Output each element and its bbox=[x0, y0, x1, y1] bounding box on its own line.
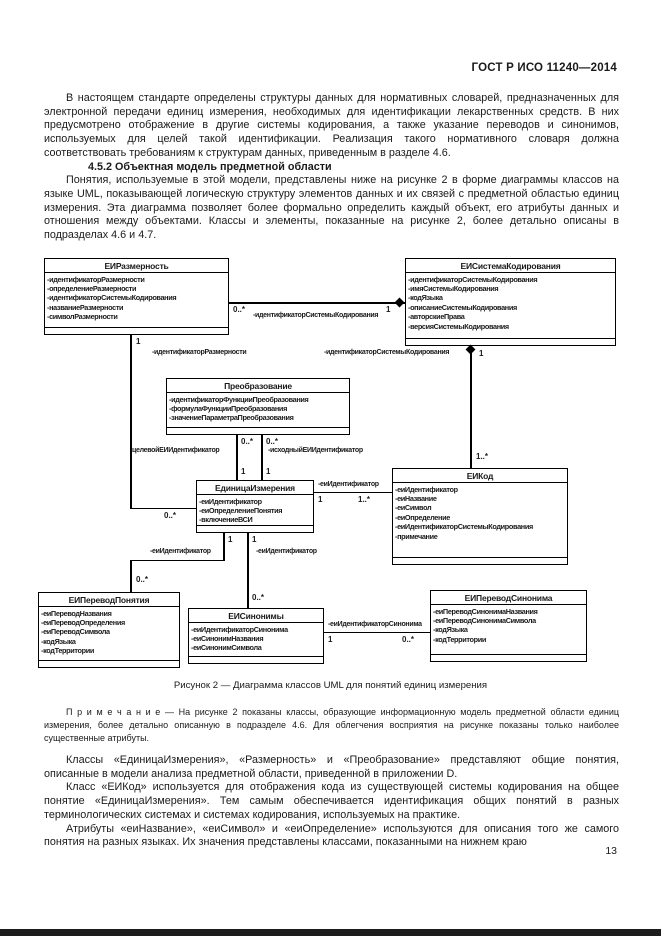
uml-attribute: -кодЯзыка bbox=[408, 293, 443, 303]
uml-attribute: -еиИдентификаторСистемыКодирования bbox=[395, 522, 533, 532]
uml-attribute: -значениеПараметраПреобразования bbox=[169, 413, 294, 423]
uml-operations-empty bbox=[197, 526, 313, 532]
uml-class-ei-sistema-kodirovaniya bbox=[405, 258, 616, 346]
uml-attribute: -версияСистемыКодирования bbox=[408, 321, 509, 331]
connector-line bbox=[130, 508, 196, 510]
uml-attribute: -еиИдентификатор bbox=[199, 496, 262, 506]
page-number: 13 bbox=[605, 845, 617, 857]
multiplicity: 0..* bbox=[241, 437, 254, 446]
uml-attribute: -еиИдентификатор bbox=[395, 484, 458, 494]
connector-label: -еиИдентификаторСинонима bbox=[328, 621, 422, 628]
connector-label: -еиИдентификатор bbox=[150, 548, 211, 555]
note-paragraph: П р и м е ч а н и е — На рисунке 2 показаны классы, образующие информационную модель предметной области единиц измерения, более детально описанную в подразделе 4.6. Для облегчения восприятия на рисунке показаны только наиболее существенные атрибуты. bbox=[44, 707, 619, 743]
connector-label: -исходныйЕИИдентификатор bbox=[268, 447, 363, 454]
uml-attribute: -описаниеСистемыКодирования bbox=[408, 302, 517, 312]
multiplicity: 1..* bbox=[476, 452, 489, 461]
connector-label: -еиИдентификатор bbox=[318, 481, 379, 488]
uml-attributes bbox=[39, 607, 179, 661]
uml-class-ei-sinonimy bbox=[188, 608, 324, 664]
uml-attributes bbox=[431, 605, 586, 655]
connector-label: -целевойЕИИдентификатор bbox=[130, 447, 220, 454]
connector-line bbox=[130, 560, 132, 592]
after-figure-text-block bbox=[44, 706, 619, 850]
connector-line bbox=[130, 560, 224, 562]
multiplicity: 1 bbox=[318, 495, 323, 504]
uml-class-ei-razmernost bbox=[44, 258, 229, 335]
uml-operations-empty bbox=[431, 655, 586, 661]
uml-class-title: ЕИСистемаКодирования bbox=[406, 259, 615, 273]
section-heading: 4.5.2 Объектная модель предметной области bbox=[88, 160, 332, 173]
uml-attribute: -определениеРазмерности bbox=[47, 283, 137, 293]
uml-attribute: -еиПереводОпределения bbox=[41, 617, 125, 627]
uml-attribute: -формулаФункцииПреобразования bbox=[169, 403, 287, 413]
paragraph: Классы «ЕдиницаИзмерения», «Размерность» и «Преобразование» представляют общие понятия, описанные в модели анализа предметной области, приведенной в приложении D. bbox=[44, 754, 619, 780]
uml-class-edinitsa-izmereniya bbox=[196, 480, 314, 533]
uml-attributes bbox=[197, 495, 313, 526]
uml-attribute: -кодТерритории bbox=[433, 634, 486, 644]
multiplicity: 1..* bbox=[358, 495, 371, 504]
connector-label: -идентификаторРазмерности bbox=[152, 349, 247, 356]
page-header-standard-number: ГОСТ Р ИСО 11240—2014 bbox=[471, 62, 617, 74]
connector-line bbox=[470, 346, 472, 468]
uml-class-ei-perevod-sinonima bbox=[430, 590, 587, 662]
multiplicity: 1 bbox=[266, 467, 271, 476]
multiplicity: 0..* bbox=[266, 437, 279, 446]
uml-attribute: -включениеВСИ bbox=[199, 515, 253, 525]
uml-class-title: ЕИРазмерность bbox=[45, 259, 228, 273]
multiplicity: 1 bbox=[241, 467, 246, 476]
uml-attributes bbox=[45, 273, 228, 328]
paragraph: В настоящем стандарте определены структуры данных для нормативных словарей, предназначенных для электронной передачи единиц измерения, необходимых для идентификации лекарственных средств. В них предусмотрено отображение в другие системы кодирования, а также указание переводов и синонимов, используемых для целей такой идентификации. Реализация такого нормативного словаря должна соответствовать требованиям к структурам данных, приведенным в разделе 4.6. bbox=[44, 92, 619, 159]
uml-attribute: -еиСинонимНазвания bbox=[191, 633, 264, 643]
connector-label: -идентификаторСистемыКодирования bbox=[324, 349, 450, 356]
uml-attributes bbox=[167, 393, 349, 428]
uml-attribute: -еиПереводСинонимаНазвания bbox=[433, 606, 538, 616]
paragraph: Понятия, используемые в этой модели, представлены ниже на рисунке 2 в форме диаграммы классов на языке UML, показывающей логическую структуру элементов данных и их связей с предметной областью единиц измерения. Эта диаграмма позволяет более формально определить каждый объект, его атрибуты данных и отношения между объектами. Классы и элементы, показанные на рисунке 2, более детально описаны в подразделах 4.6 и 4.7. bbox=[44, 174, 619, 242]
uml-operations-empty bbox=[167, 428, 349, 434]
uml-attribute: -названиеРазмерности bbox=[47, 302, 124, 312]
connector-label: -идентификаторСистемыКодирования bbox=[253, 312, 379, 319]
multiplicity: 1 bbox=[328, 635, 333, 644]
multiplicity: 0..* bbox=[136, 575, 149, 584]
scan-edge-bar bbox=[0, 929, 661, 936]
uml-attribute: -идентификаторСистемыКодирования bbox=[408, 274, 538, 284]
connector-line bbox=[261, 435, 263, 480]
uml-class-title: Преобразование bbox=[167, 379, 349, 393]
uml-operations-empty bbox=[39, 661, 179, 667]
connector-line bbox=[223, 533, 225, 561]
uml-attribute: -символРазмерности bbox=[47, 312, 118, 322]
uml-attribute: -еиСинонимСимвола bbox=[191, 643, 262, 653]
connector-line bbox=[236, 435, 238, 480]
aggregation-diamond-icon bbox=[466, 345, 476, 355]
uml-operations-empty bbox=[189, 657, 323, 663]
uml-attribute: -примечание bbox=[395, 531, 438, 541]
connector-label: -еиИдентификатор bbox=[256, 548, 317, 555]
uml-attribute: -авторскиеПрава bbox=[408, 312, 465, 322]
uml-class-title: ЕИСинонимы bbox=[189, 609, 323, 623]
uml-attribute: -кодЯзыка bbox=[433, 625, 468, 635]
uml-class-ei-kod bbox=[392, 468, 568, 565]
paragraph: Класс «ЕИКод» используется для отображения кода из существующей системы кодирования на общее понятие «ЕдиницаИзмерения». Тем самым обеспечивается идентификация общих понятий в разных терминологических системах и системах кодирования, используемых на практике. bbox=[44, 781, 619, 821]
paragraph: Атрибуты «еиНазвание», «еиСимвол» и «еиОпределение» используются для описания того же самого понятия на разных языках. Их значения представлены классами, показанными на нижнем краю bbox=[44, 822, 619, 849]
uml-attributes bbox=[406, 273, 615, 339]
uml-attribute: -еиПереводНазвания bbox=[41, 608, 112, 618]
multiplicity: 0..* bbox=[402, 635, 415, 644]
multiplicity: 0..* bbox=[233, 305, 246, 314]
connector-line bbox=[229, 302, 405, 304]
uml-class-title: ЕИПереводПонятия bbox=[39, 593, 179, 607]
uml-attribute: -идентификаторСистемыКодирования bbox=[47, 293, 177, 303]
uml-class-title: ЕдиницаИзмерения bbox=[197, 481, 313, 495]
uml-class-ei-perevod-ponyatiya bbox=[38, 592, 180, 668]
uml-operations-empty bbox=[45, 328, 228, 334]
uml-attribute: -идентификаторРазмерности bbox=[47, 274, 145, 284]
multiplicity: 0..* bbox=[164, 511, 177, 520]
uml-attribute: -имяСистемыКодирования bbox=[408, 283, 499, 293]
uml-attribute: -еиОпределениеПонятия bbox=[199, 505, 283, 515]
connector-line bbox=[130, 335, 132, 509]
figure-caption: Рисунок 2 — Диаграмма классов UML для понятий единиц измерения bbox=[173, 680, 488, 691]
multiplicity: 0..* bbox=[252, 593, 265, 602]
uml-attribute: -кодЯзыка bbox=[41, 636, 76, 646]
uml-attributes bbox=[189, 623, 323, 657]
uml-attribute: -идентификаторФункцииПреобразования bbox=[169, 394, 309, 404]
uml-class-preobrazovanie bbox=[166, 378, 350, 435]
uml-class-title: ЕИКод bbox=[393, 469, 567, 483]
uml-attribute: -еиНазвание bbox=[395, 493, 437, 503]
connector-line bbox=[314, 492, 392, 494]
connector-line bbox=[247, 533, 249, 608]
uml-attribute: -еиСимвол bbox=[395, 503, 432, 513]
connector-line bbox=[324, 632, 430, 634]
uml-attribute: -еиПереводСинонимаСимвола bbox=[433, 615, 536, 625]
uml-operations-empty bbox=[393, 558, 567, 564]
uml-attribute: -кодТерритории bbox=[41, 646, 94, 656]
multiplicity: 1 bbox=[252, 535, 257, 544]
uml-attribute: -еиИдентификаторСинонима bbox=[191, 624, 288, 634]
uml-attribute: -еиПереводСимвола bbox=[41, 627, 110, 637]
aggregation-diamond-icon bbox=[395, 298, 405, 308]
multiplicity: 1 bbox=[386, 305, 391, 314]
uml-attributes bbox=[393, 483, 567, 558]
uml-class-title: ЕИПереводСинонима bbox=[431, 591, 586, 605]
uml-operations-empty bbox=[406, 339, 615, 345]
multiplicity: 1 bbox=[228, 535, 233, 544]
uml-attribute: -еиОпределение bbox=[395, 512, 450, 522]
multiplicity: 1 bbox=[136, 337, 141, 346]
multiplicity: 1 bbox=[479, 349, 484, 358]
